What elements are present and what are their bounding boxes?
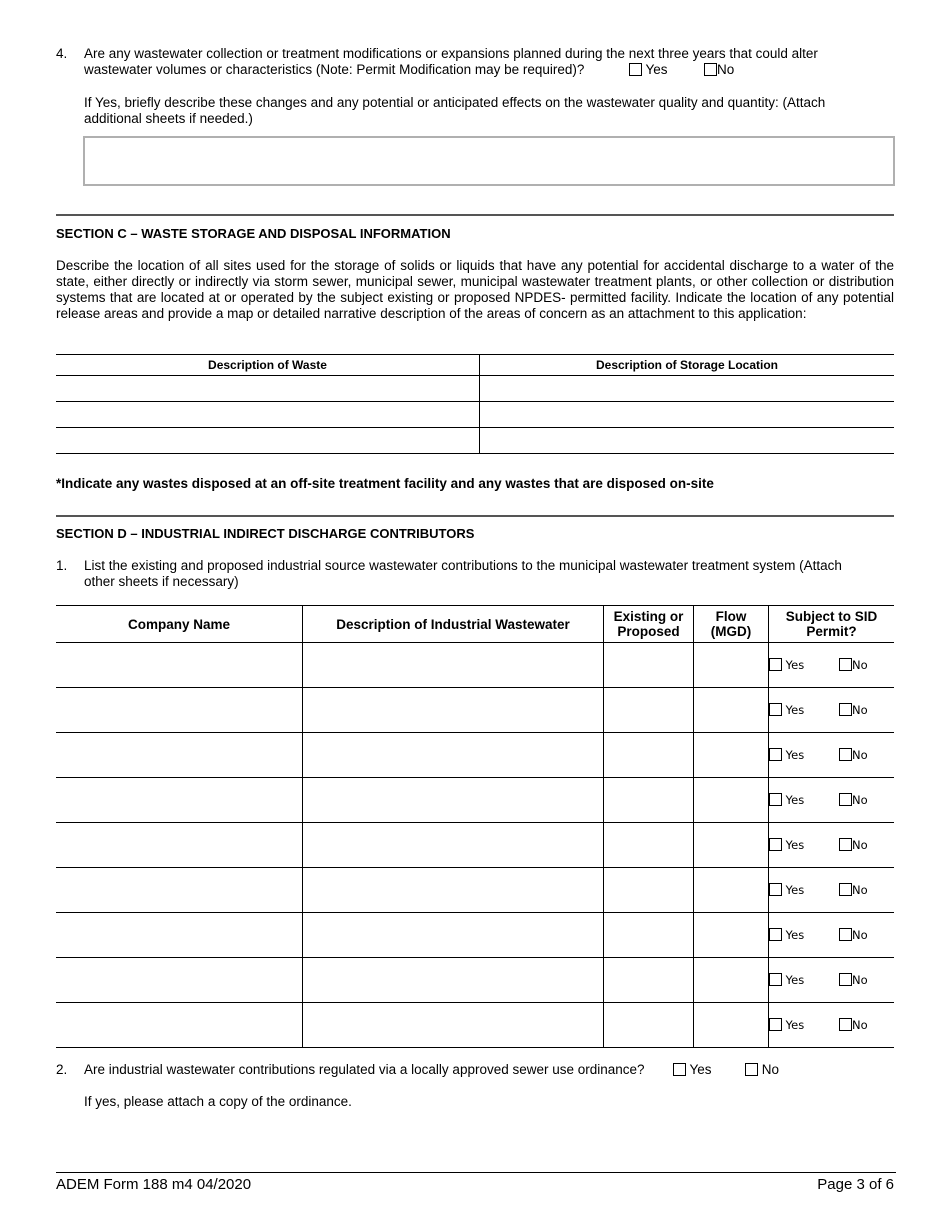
table-row <box>56 643 894 688</box>
section-c-note: *Indicate any wastes disposed at an off-site treatment facility and any wastes that are disposed on-site <box>56 476 714 491</box>
sid-no-checkbox[interactable] <box>839 1018 852 1031</box>
sid-yes-label: Yes <box>785 973 805 987</box>
flow-cell[interactable] <box>694 913 769 958</box>
sid-yes-option[interactable] <box>769 973 839 987</box>
d-q2-yes-checkbox[interactable] <box>673 1063 686 1076</box>
sid-yes-option[interactable] <box>769 838 839 852</box>
company-name-cell[interactable] <box>56 733 303 778</box>
existing-header-line1: Existing or <box>613 609 684 624</box>
table-row <box>56 688 894 733</box>
q4-text-line2: wastewater volumes or characteristics (Note: Permit Modification may be required)? <box>84 62 585 77</box>
sid-yes-option[interactable] <box>769 703 839 717</box>
sid-permit-cell <box>769 778 895 823</box>
sid-yes-checkbox[interactable] <box>769 883 782 896</box>
company-name-header: Company Name <box>56 606 303 643</box>
sid-yes-option[interactable] <box>769 883 839 897</box>
sid-no-option[interactable] <box>839 973 868 987</box>
q4-no-option[interactable] <box>704 62 734 77</box>
sid-header-line1: Subject to SID <box>785 609 878 624</box>
wastewater-description-cell[interactable] <box>303 778 604 823</box>
sid-no-checkbox[interactable] <box>839 748 852 761</box>
sid-no-label: No <box>852 838 868 852</box>
sid-no-checkbox[interactable] <box>839 793 852 806</box>
waste-storage-table <box>56 354 894 454</box>
sid-no-option[interactable] <box>839 658 868 672</box>
sid-no-option[interactable] <box>839 1018 868 1032</box>
waste-description-cell[interactable] <box>56 376 480 402</box>
flow-cell[interactable] <box>694 823 769 868</box>
d-q2-yes-label: Yes <box>689 1062 712 1077</box>
wastewater-description-cell[interactable] <box>303 868 604 913</box>
storage-location-cell[interactable] <box>480 428 895 454</box>
sid-permit-cell <box>769 688 895 733</box>
company-name-cell[interactable] <box>56 1003 303 1048</box>
sid-yes-checkbox[interactable] <box>769 1018 782 1031</box>
company-name-cell[interactable] <box>56 823 303 868</box>
sid-no-checkbox[interactable] <box>839 658 852 671</box>
table-row <box>56 868 894 913</box>
sid-no-checkbox[interactable] <box>839 703 852 716</box>
sid-no-label: No <box>852 658 868 672</box>
flow-header-line1: Flow <box>715 609 747 624</box>
sid-yes-option[interactable] <box>769 748 839 762</box>
q4-no-checkbox[interactable] <box>704 63 717 76</box>
q4-yes-checkbox[interactable] <box>629 63 642 76</box>
footer-form-id: ADEM Form 188 m4 04/2020 <box>56 1176 252 1193</box>
sid-yes-label: Yes <box>785 883 805 897</box>
existing-proposed-cell[interactable] <box>604 958 694 1003</box>
sid-yes-checkbox[interactable] <box>769 838 782 851</box>
existing-proposed-cell[interactable] <box>604 643 694 688</box>
wastewater-description-cell[interactable] <box>303 823 604 868</box>
sid-yes-checkbox[interactable] <box>769 928 782 941</box>
section-d-divider <box>56 515 894 517</box>
sid-no-option[interactable] <box>839 838 868 852</box>
sid-yes-label: Yes <box>785 748 805 762</box>
q4-text-line1: Are any wastewater collection or treatment modifications or expansions planned during the next three years that could alter <box>84 46 818 61</box>
sid-yes-label: Yes <box>785 1018 805 1032</box>
d-q1-number: 1. <box>56 558 68 573</box>
d-q1-text-line1: List the existing and proposed industrial source wastewater contributions to the municipal wastewater treatment system (Attach <box>84 558 842 573</box>
d-q2-no-checkbox[interactable] <box>745 1063 758 1076</box>
sid-no-checkbox[interactable] <box>839 883 852 896</box>
section-c-divider <box>56 214 894 216</box>
company-name-cell[interactable] <box>56 868 303 913</box>
table-row <box>56 823 894 868</box>
sid-no-option[interactable] <box>839 748 868 762</box>
sid-no-label: No <box>852 973 868 987</box>
waste-description-header: Description of Waste <box>56 355 480 376</box>
sid-permit-header <box>769 606 895 643</box>
table-row <box>56 733 894 778</box>
q4-no-label: No <box>717 62 735 77</box>
existing-proposed-cell[interactable] <box>604 688 694 733</box>
waste-description-cell[interactable] <box>56 428 480 454</box>
flow-cell[interactable] <box>694 958 769 1003</box>
sid-permit-cell <box>769 913 895 958</box>
sid-yes-label: Yes <box>785 703 805 717</box>
flow-cell[interactable] <box>694 688 769 733</box>
storage-location-cell[interactable] <box>480 376 895 402</box>
sid-no-checkbox[interactable] <box>839 973 852 986</box>
wastewater-description-header: Description of Industrial Wastewater <box>303 606 604 643</box>
industrial-table-header-row <box>56 606 894 643</box>
section-c-description: Describe the location of all sites used for the storage of solids or liquids that have any potential for accidental discharge to a water of the state, either directly or indirectly via storm sewer, municipal sewer, municipal wastewater treatment plants, or other collection or distribution systems that are located at or operated by the subject existing or proposed NPDES- permitted facility. Indicate the location of any potential release areas and provide a map or detailed narrative description of the areas of concern as an attachment to this application: <box>56 258 894 321</box>
company-name-cell[interactable] <box>56 643 303 688</box>
d-q2-no-option[interactable] <box>745 1062 779 1077</box>
q4-yes-label: Yes <box>645 62 668 77</box>
sid-yes-checkbox[interactable] <box>769 658 782 671</box>
storage-location-header: Description of Storage Location <box>480 355 895 376</box>
sid-permit-cell <box>769 823 895 868</box>
sid-yes-option[interactable] <box>769 658 839 672</box>
existing-proposed-cell[interactable] <box>604 868 694 913</box>
existing-proposed-cell[interactable] <box>604 778 694 823</box>
table-row <box>56 1003 894 1048</box>
flow-cell[interactable] <box>694 733 769 778</box>
table-row <box>56 402 894 428</box>
company-name-cell[interactable] <box>56 778 303 823</box>
wastewater-description-cell[interactable] <box>303 643 604 688</box>
sid-yes-label: Yes <box>785 838 805 852</box>
sid-no-label: No <box>852 793 868 807</box>
existing-header-line2: Proposed <box>617 624 680 639</box>
storage-location-cell[interactable] <box>480 402 895 428</box>
existing-proposed-cell[interactable] <box>604 913 694 958</box>
wastewater-description-cell[interactable] <box>303 913 604 958</box>
section-c-title: SECTION C – WASTE STORAGE AND DISPOSAL INFORMATION <box>56 226 451 241</box>
sid-permit-cell <box>769 868 895 913</box>
sid-yes-option[interactable] <box>769 1018 839 1032</box>
company-name-cell[interactable] <box>56 688 303 733</box>
existing-proposed-cell[interactable] <box>604 733 694 778</box>
sid-permit-cell <box>769 643 895 688</box>
footer-page-number: Page 3 of 6 <box>817 1176 894 1193</box>
footer-divider <box>56 1172 896 1173</box>
existing-proposed-cell[interactable] <box>604 823 694 868</box>
d-q2-text: Are industrial wastewater contributions regulated via a locally approved sewer use ordinance? <box>84 1062 645 1077</box>
sid-permit-cell <box>769 733 895 778</box>
sid-yes-checkbox[interactable] <box>769 748 782 761</box>
wastewater-description-cell[interactable] <box>303 688 604 733</box>
sid-yes-checkbox[interactable] <box>769 703 782 716</box>
q4-yes-option[interactable] <box>629 62 668 77</box>
wastewater-description-cell[interactable] <box>303 958 604 1003</box>
table-row <box>56 428 894 454</box>
d-q2-number: 2. <box>56 1062 68 1077</box>
company-name-cell[interactable] <box>56 958 303 1003</box>
table-row <box>56 778 894 823</box>
flow-cell[interactable] <box>694 868 769 913</box>
sid-permit-cell <box>769 958 895 1003</box>
wastewater-description-cell[interactable] <box>303 733 604 778</box>
table-row <box>56 913 894 958</box>
flow-cell[interactable] <box>694 1003 769 1048</box>
industrial-contributors-table <box>56 605 894 1048</box>
sid-yes-checkbox[interactable] <box>769 973 782 986</box>
existing-proposed-header <box>604 606 694 643</box>
sid-yes-option[interactable] <box>769 793 839 807</box>
sid-yes-checkbox[interactable] <box>769 793 782 806</box>
sid-no-label: No <box>852 1018 868 1032</box>
q4-number: 4. <box>56 46 68 61</box>
d-q2-followup: If yes, please attach a copy of the ordinance. <box>84 1094 352 1109</box>
flow-cell[interactable] <box>694 643 769 688</box>
company-name-cell[interactable] <box>56 913 303 958</box>
q4-followup-text: If Yes, briefly describe these changes and any potential or anticipated effects on the wastewater quality and quantity: (Attach additional sheets if needed.) <box>84 95 826 126</box>
sid-no-label: No <box>852 928 868 942</box>
sid-no-label: No <box>852 703 868 717</box>
section-d-title: SECTION D – INDUSTRIAL INDIRECT DISCHARGE CONTRIBUTORS <box>56 526 475 541</box>
flow-header-line2: (MGD) <box>710 624 752 639</box>
existing-proposed-cell[interactable] <box>604 1003 694 1048</box>
sid-no-label: No <box>852 748 868 762</box>
flow-cell[interactable] <box>694 778 769 823</box>
d-q2-yes-option[interactable] <box>673 1062 712 1077</box>
sid-yes-label: Yes <box>785 793 805 807</box>
waste-description-cell[interactable] <box>56 402 480 428</box>
sid-no-option[interactable] <box>839 883 868 897</box>
d-q2-no-label: No <box>761 1062 780 1077</box>
wastewater-description-cell[interactable] <box>303 1003 604 1048</box>
sid-no-label: No <box>852 883 868 897</box>
sid-header-line2: Permit? <box>806 624 857 639</box>
sid-yes-option[interactable] <box>769 928 839 942</box>
sid-yes-label: Yes <box>785 658 805 672</box>
sid-no-option[interactable] <box>839 703 868 717</box>
sid-no-checkbox[interactable] <box>839 928 852 941</box>
sid-no-option[interactable] <box>839 793 868 807</box>
waste-table-header-row <box>56 355 894 376</box>
d-q1-text-line2: other sheets if necessary) <box>84 574 239 589</box>
sid-yes-label: Yes <box>785 928 805 942</box>
table-row <box>56 376 894 402</box>
table-row <box>56 958 894 1003</box>
sid-permit-cell <box>769 1003 895 1048</box>
flow-header <box>694 606 769 643</box>
q4-description-textbox[interactable] <box>83 136 895 186</box>
sid-no-checkbox[interactable] <box>839 838 852 851</box>
sid-no-option[interactable] <box>839 928 868 942</box>
